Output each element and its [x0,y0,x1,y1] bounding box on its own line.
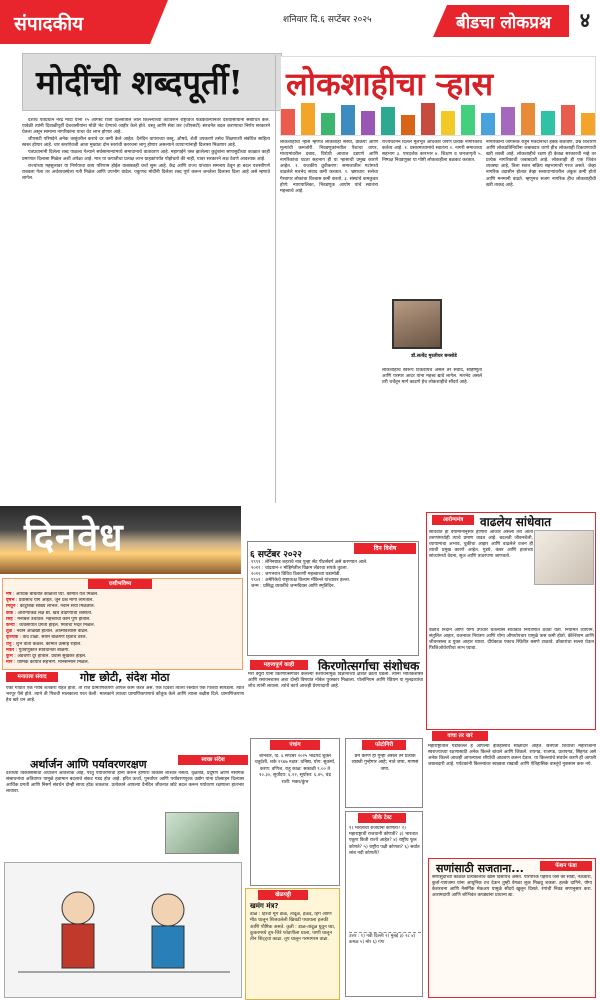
health-tag: आरोग्यमंत्र [432,515,474,525]
issue-date: शनिवार दि.६ सप्टेंबर २०२५ [283,15,372,25]
kiran-tag: महत्त्वपूर्ण काही [250,660,308,670]
event-row: २०१९ : चांद्रयान-२ मोहिमेतील विक्रम लँडरचा संपर्क तुटला. [251,566,349,571]
paragraph: पंतप्रधानांनी दिलेला शब्द पाळला गेल्याने सर्वसामान्यांमध्ये समाधानाचे वातावरण आहे. महागाईने त्रस्त झालेल्या कुटुंबांना सणासुदीच्या काळात काही प्रमाणात दिलासा मिळेल अशी अपेक्षा आहे. मात्र या कपातीचा प्रत्यक्ष लाभ ग्राहकांपर्यंत पोहोचतो की नाही, यावर सरकारने लक्ष ठेवणे आवश्यक आहे. [22,150,270,162]
recipe-body: डाळ : हिरवी मूग डाळ, तांदूळ, हळद, हिंग आणि मीठ घालून शिजवलेली खिचडी पचायला हलकी आणि पौष्टिक असते. कृती : डाळ-तांदूळ धुवून घ्या, कुकरमध्ये तूप-जिरे फोडणीला घाला, पाणी घालून तीन शिट्ट्या काढा. तूप घालून गरमागरम वाढा. [250,912,336,943]
quote-body: प्रेम करणे हा गुन्हा असेल तर प्रत्येक व्यक्ती गुन्हेगार आहे; नाते जपा, माणसं जपा. [351,754,419,772]
on-this-day-list [251,560,416,620]
newspaper-name: बीडचा लोकप्रश्न [456,13,551,33]
story-headline: गोष्ट छोटी, संदेश मोठा [80,671,170,684]
health-body: सांधेवात हा वयोमानानुसार होणारा आजार असला तरी आता तरुणांमध्येही त्याचे प्रमाण वाढत आहे. बदलती जीवनशैली, व्यायामाचा अभाव, चुकीचा आहार आणि वाढलेले वजन ही त्याची प्रमुख कारणे आहेत. गुडघे, कंबर आणि हातांच्या सांध्यांमध्ये वेदना, सूज आणि ताठरपणा जाणवतो. [429,530,533,560]
cartoon-illustration [18,868,230,992]
fashion-tag: फॅशन फंडा [540,861,592,871]
on-this-day-heading: ६ सप्टेंबर २०२२ [250,550,302,560]
fashion-body: सणासुदीच्या काळात प्रत्येकालाच खास दिसायचे असते. पारंपरिक पेहराव जसे की साडी, नऊवारी, कुर्ता-पायजमा यांना आधुनिक टच देऊन तुम्ही वेगळा लूक मिळवू शकता. हलके दागिने, योग्य केशरचना आणि नैसर्गिक मेकअप यामुळे सौंदर्य खुलून दिसते. रंगांची निवड सणानुसार करा. आरामदायी आणि शोभिवंत कपड्यांना प्राधान्य द्या. [432,875,592,899]
horoscope-row: वृश्चिक : वाद टाळा. संयम बाळगणे हिताचे ठरेल. [6,635,87,641]
event-row: १९०१ : अमेरिकेचे राष्ट्राध्यक्ष विल्यम मॅकिन्ले यांच्यावर हल्ला. [251,578,351,583]
article-column: लोकशाहीचे स्वरूप टिकवायचे असेल तर संवाद, सहिष्णुता आणि परस्पर आदर यांना महत्त्व द्यावे लागेल. मतभेद असले तरी चर्चेतून मार्ग काढणे हेच लोकशाहीचे सौंदर्य आहे. [382,368,482,386]
story-body: एका गावात एक गरीब शेतकरी राहत होता. तो रोज प्रामाणिकपणे आपले काम करत असे. एके दिवशी त्याला रस्त्यात एक पिशवी सापडली. त्यात भरपूर पैसे होते. त्याने ती पिशवी मालकाला परत केली. मालकाने त्याच्या प्रामाणिकपणाचे कौतुक केले आणि त्याला बक्षीस दिले. प्रामाणिकपणा हेच खरे धन आहे. [6,686,244,704]
environment-illustration [165,812,239,854]
story-tag: मनातला संवाद [6,672,58,682]
event-row: जन्म : प्रसिद्ध व्यक्तींचे जन्मदिवस आणि स्मृतिदिन. [251,584,336,589]
horoscope-row: धनु : शुभ वार्ता कळेल. कामात उत्साह राहील. [6,641,82,647]
article-column: राज्यघटनेने दिलेले मूलभूत अधिकार जपणे प्रत्येक नागरिकाचे कर्तव्य आहे. १. प्रसारमाध्यमांचे स्वातंत्र्य २. नागरी समाजाचा सहभाग ३. पारदर्शक कारभार ४. शिक्षण व जनजागृती ५. निष्पक्ष निवडणुका या गोष्टी लोकशाहीला बळकट करतात. [382,140,482,164]
page-number: ४ [579,8,591,32]
horoscope-row: मेष : आर्थिक बाबतीत काळजी घ्या. कामात यश मिळेल. [6,592,99,597]
quiz-tag: जीके टेस्ट [358,813,406,823]
health-body: वेळीच निदान आणि योग्य उपचार घेतल्यास सांधेवात नियंत्रणात ठेवता येतो. नियमित व्यायाम, संतुलित आहार, वजनावर नियंत्रण आणि योग्य औषधोपचार यामुळे त्रास कमी होतो. कॅल्शियम आणि जीवनसत्त्व ड युक्त आहार घ्यावा. दीर्घकाळ एकाच स्थितीत बसणे टाळावे. डॉक्टरांचा सल्ला घेऊन फिजिओथेरपीचा लाभ घ्यावा. [429,628,594,652]
horoscope-row: कुंभ : अडचणी दूर होतील. प्रवास सुखकर होईल. [6,654,87,660]
horoscope-row: मिथुन : कौटुंबिक सौख्य लाभेल. नवीन संधी मिळतील. [6,604,96,610]
environment-body: देशाच्या विकासासाठी अर्थार्जन आवश्यक आहे, परंतु पर्यावरणाची हानी करून होणारा विकास शाश्वत नसतो. वृक्षतोड, प्रदूषण आणि नैसर्गिक संसाधनांचा अतिवापर यामुळे हवामान बदलाचे संकट गडद होत आहे. हरित ऊर्जा, पुनर्वापर आणि पर्यावरणपूरक उद्योग यांना प्रोत्साहन दिल्यास आर्थिक प्रगती आणि निसर्ग संवर्धन दोन्ही साध्य होऊ शकतात. प्रत्येकाने आपल्या दैनंदिन जीवनात छोटे बदल करून पर्यावरण रक्षणाला हातभार लावावा. [6,771,244,795]
paragraph: राज्यांच्या महसुलावर या निर्णयाचा काय परिणाम होईल याबाबतही चर्चा सुरू आहे. केंद्र आणि राज्य यांच्यात समन्वय ठेवून हा बदल यशस्वीपणे राबवला गेला तर अर्थव्यवस्थेला गती मिळेल आणि उपभोग वाढेल. एकूणच मोदींनी दिलेला शब्द पूर्ण करून जनतेला दिलासा दिला आहे असे म्हणावे लागेल. [22,163,270,181]
quiz-questions: १) भारताची राजधानी कोणती? २) महाराष्ट्राची राजधानी कोणती? ३) भारतात एकूण किती राज्ये आहेत? ४) राष्ट्रीय फूल कोणते? ५) राष्ट्रीय पक्षी कोणता? ६) सर्वात लांब नदी कोणती? [349,826,420,856]
quote-tag: फोटोगिरी [362,740,406,750]
on-this-day-tag: दिन विशेष [354,543,416,554]
read-body: महाराष्ट्रातील गडकिल्ले हे आपल्या इतिहासाचे साक्षीदार आहेत. छत्रपती शिवाजी महाराजांनी स्वराज्याच्या रक्षणासाठी अनेक किल्ले बांधले आणि जिंकले. रायगड, राजगड, प्रतापगड, सिंहगड असे अनेक किल्ले आजही आपल्याला शौर्याची आठवण करून देतात. या किल्ल्यांचे संवर्धन करणे ही आपली जबाबदारी आहे. पर्यटकांनी किल्ल्यांवर स्वच्छता राखावी आणि ऐतिहासिक वास्तूंचे नुकसान करू नये. [428,744,596,768]
environment-tag: स्वच्छ संदेश [178,755,248,765]
recipe-tag: खेळपट्टी [258,890,308,900]
horoscope-row: वृषभ : प्रवासाचे योग आहेत. जुने प्रश्न मार्गी लागतील. [6,598,94,604]
author-name: डॉ.सत्येंद्र मुरलीधर बनसोडे [411,354,457,359]
section-title: संपादकीय [14,13,84,35]
paragraph: देशाचे पंतप्रधान नरेंद्र मोदी यांनी १५ ऑगस्ट रोजी दिल्लीतील लाल किल्ल्याच्या तटावरून राष्ट्रध्वज फडकवल्यानंतर देशवासीयांना संबोधित केले. यावेळी त्यांनी दिवाळीपूर्वी देशवासीयांना मोठी भेट देण्याचे जाहीर केले होते. वस्तू आणि सेवा कर (जीएसटी) संरचनेत बदल करण्याचा निर्णय सरकारने घेतला असून सामान्य नागरिकांना याचा थेट लाभ होणार आहे. [22,118,270,136]
event-row: २०१२ : जगभरात विविध ठिकाणी महत्त्वाच्या घडामोडी. [251,572,341,577]
paragraph: जीएसटी परिषदेने अनेक वस्तूंवरील कराचे दर कमी केले आहेत. दैनंदिन वापराच्या वस्तू, औषधे, शेती उपकरणे तसेच शिक्षणाशी संबंधित साहित्य स्वस्त होणार आहे. चार स्तरांऐवजी आता मुख्यतः दोन स्तरांची कररचना लागू होणार असल्याने व्यापाऱ्यांनाही दिलासा मिळणार आहे. [22,137,270,149]
recipe-headline: खमंग मंत्र? [250,902,279,910]
fashion-headline: सणांसाठी सजताना... [436,862,524,875]
horoscope-row: सिंह : मनोबल उंचावेल. महत्त्वाची कामे पूर्ण होतील. [6,616,91,622]
horoscope-row: तूळ : नवीन ओळखी होतील. आत्मविश्वास वाढेल. [6,629,89,635]
panchang-tag: पंचांग [270,740,320,750]
editorial-body [22,118,270,504]
horoscope-row: मकर : गुंतवणुकीत सावधानता बाळगा. [6,647,70,653]
kiran-headline: किरणोत्सर्गाचा संशोधक [318,659,420,673]
dinvedh-title: दिनवेध [24,514,124,559]
health-headline: वाढलेय सांधेवात [480,515,552,529]
editorial-headline: मोदींची शब्दपूर्ती! [36,63,243,102]
author-photo [392,299,442,349]
horoscope-row: कन्या : व्यवसायात प्रगती होईल. मित्रांची मदत मिळेल. [6,623,96,629]
read-tag: वाचा तर खरं [432,731,488,741]
knee-pain-photo [534,530,594,585]
article-column: नागरिकांनी जागरूक राहून मतदानाचा हक्क बजावणे, प्रश्न विचारणे आणि लोकप्रतिनिधींना जबाबदार धरणे हीच लोकशाही टिकवण्याची खरी शक्ती आहे. लोकशाहीचे रक्षण ही केवळ सरकारची नव्हे तर प्रत्येक नागरिकाची जबाबदारी आहे. लोकशाही ही एक जिवंत व्यवस्था आहे, तिला सतत सक्रिय सहभागाची गरज असते. जेव्हा नागरिक उदासीन होतात तेव्हा सत्ताधाऱ्यांवरील अंकुश कमी होतो आणि मनमानी वाढते. म्हणूनच सजग नागरिक हीच लोकशाहीची खरी ताकद आहे. [486,140,596,188]
kiran-body: मेरी क्युरी यांनी किरणोत्सर्गावर केलेल्या संशोधनामुळे विज्ञानाच्या क्षेत्रात क्रांती घडली. त्यांना भौतिकशास्त्र आणि रसायनशास्त्र अशा दोन्ही विषयांत नोबेल पुरस्कार मिळाला. पोलोनियम आणि रेडियम या मूलद्रव्यांचा शोध त्यांनी लावला. त्यांचे कार्य आजही प्रेरणादायी आहे. [248,672,423,690]
article-column: लोकशाहीचा ऱ्हास म्हणजे लोकशाही संस्था, प्रक्रिया आणि मूल्यांची कमजोरी. निवडणुकांमधील पैशाचा वापर, माध्यमांवरील दबाव, विरोधी आवाज दडपणे आणि नागरिकांचा घटता सहभाग ही या ऱ्हासाची प्रमुख कारणे आहेत. १. राजकीय ध्रुवीकरण: समाजातील गटांमध्ये वाढलेले मतभेद संवाद कमी करतात. २. भ्रष्टाचार: सत्तेचा गैरवापर लोकांचा विश्वास कमी करतो. ३. संस्थांचे कमकुवत होणे: न्यायपालिका, निवडणूक आयोग यांचे स्वातंत्र्य महत्त्वाचे आहे. [280,140,378,194]
quiz-answers: उत्तर : १) नवी दिल्ली २) मुंबई ३) २८ ४) कमळ ५) मोर ६) गंगा [349,932,421,994]
article-headline: लोकशाहीचा ऱ्हास [286,65,494,103]
horoscope-list [6,592,241,668]
event-row: १९९१ : लेनिनग्राड शहराचे नाव पुन्हा सेंट पीटर्सबर्ग असे करण्यात आले. [251,560,368,565]
panchang-body: शनिवार, दि. ६ सप्टेंबर २०२५ भाद्रपद शुक्ल चतुर्दशी, शके १९४७ नक्षत्र: धनिष्ठा, योग: सुकर्मा, करण: वणिज, राहू काळ: सकाळी ९.०० ते १०.३०, सूर्योदय: ६.२२, सूर्यास्त: ६.४५, चंद्र राशी: मकर/कुंभ [254,754,336,785]
horoscope-tag: राशीभविष्य [88,579,152,589]
environment-headline: अर्थार्जन आणि पर्यावरणरक्षण [30,758,147,771]
horoscope-row: कर्क : आरोग्याकडे लक्ष द्या. खर्च वाढण्याची शक्यता. [6,610,93,616]
horoscope-row: मीन : धार्मिक कार्यात सहभाग. मानसन्मान मिळेल. [6,660,90,666]
column-divider [275,55,276,503]
